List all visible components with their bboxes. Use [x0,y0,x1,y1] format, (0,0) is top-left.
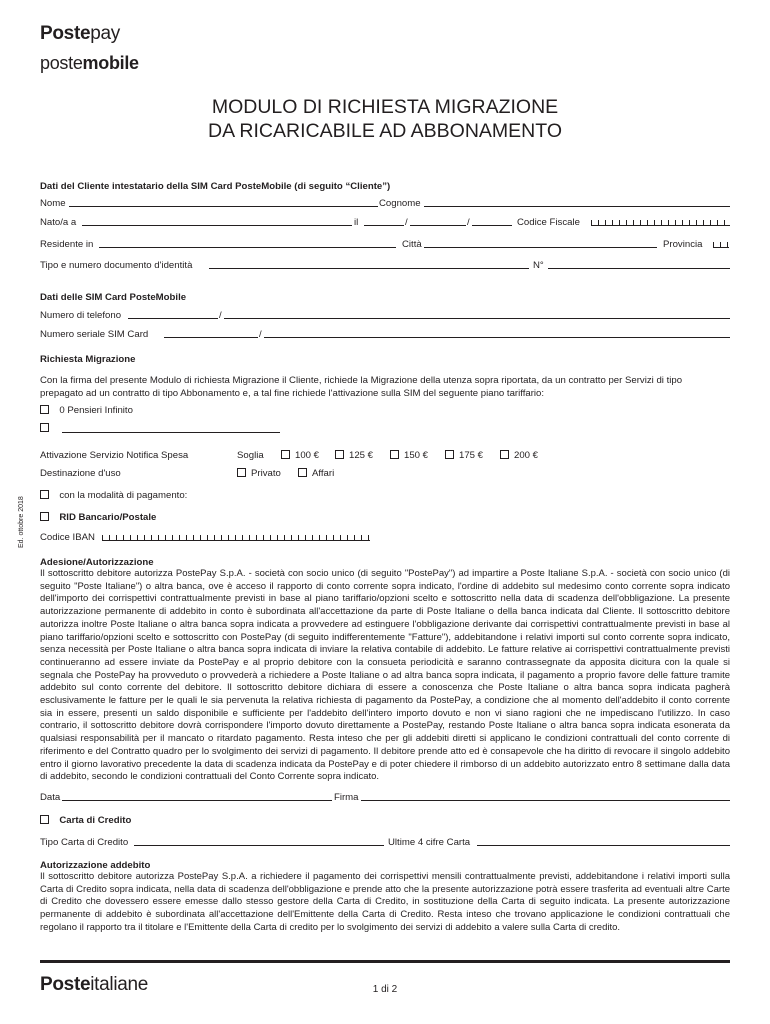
autorizzazione-heading: Autorizzazione addebito [40,860,151,871]
ultime-cifre-field[interactable] [477,845,730,846]
checkbox[interactable] [445,450,454,459]
page-number: 1 di 2 [372,984,398,995]
data-label: Data [40,792,61,803]
il-label: il [354,217,359,228]
postemobile-logo: postemobile [40,53,139,73]
posteitaliane-logo: Posteitaliane [40,974,149,995]
postepay-logo: Postepay [40,23,120,44]
soglia-option-150[interactable]: 150 € [390,449,428,462]
seriale-label: Numero seriale SIM Card [40,329,149,340]
nato-label: Nato/a a [40,217,77,228]
adesione-text: Il sottoscritto debitore autorizza PostePay S.p.A. - società con socio unico (di seguito "PostePay") ad impartire a Poste Italiane S.p.A. - società con socio unico (di seguito "Poste Italiane") o altra banca, ove è acceso il rapporto di conto corrente sopra indicato, l'ordine di addebito sul medesimo conto corrente sopra indicato dell'importo dei corrispettivi contrattualmente previsti in base al piano tariffario/opzioni scelto e sottoscritto nella data di scadenza dell'obbligazione. La presente autorizzazione permanente di addebito in conto è subordinata all'accettazione da parte di Poste Italiane o della banca indicata dal Cliente. Il sottoscritto debitore autorizza inoltre Poste Italiane o altra banca sopra indicata a provvedere ad estinguere l'obbligazione derivante dai corrispettivi contrattualmente previsti in base al piano tariffario/opzioni scelto e sottoscritto con PostePay (di seguito indifferentemente "Fatture"), addebitandone i relativi importi sul conto corrente sopra indicato, senza necessità per Poste Italiane o altra banca sopra indicata di inviare la relativa contabile di addebito. Le fatture relative ai corrispettivi contrattualmente previsti continueranno ad essere inviate da PostePay e al proprio debitore con la consueta periodicità e saranno contrassegnate da apposita dicitura con la quale si segnala che PostePay ha provveduto o provvederà a richiedere a Poste Italiane o ad altra banca sopra indicata, il pagamento a proprio favore delle fatture tramite addebito sul conto corrente del debitore. Il sottoscritto debitore dichiara di essere a conoscenza che Poste Italiane o altra banca sopra indicata pagherà esclusivamente le fatture per le quali le sia pervenuta la relativa richiesta di pagamento da PostePay, a condizione che al momento dell'addebito il conto corrente sia in essere, presenti un saldo disponibile e sufficiente per l'addebito dell'intero importo dovuto e non vi siano ragioni che ne impediscano l'utilizzo. In caso contrario, il sottoscritto debitore dovrà corrispondere l'importo dovuto direttamente a PostePay, restando Poste Italiane o altra banca sopra indicata esonerata da qualsiasi responsabilità per il mancato o ritardato pagamento. Resta inteso che per gli addebiti diretti si applicano le condizioni contrattuali del conto corrente di riferimento e del Contratto quadro per lo svolgimento dei servizi di pagamento. Il debitore prende atto ed è consapevole che ha diritto di revocare il singolo addebito entro il giorno lavorativo precedente la data di scadenza indicata da PostePay e di poter chiedere il rimborso di un addebito autorizzato entro 8 settimane dalla data di addebito, secondo le condizioni contrattuali del Conto Corrente sopra indicato. [40,568,730,783]
sim-heading: Dati delle SIM Card PosteMobile [40,292,187,303]
destinazione-label: Destinazione d'uso [40,468,121,479]
seriale-numero-field[interactable] [264,337,730,338]
soglia-option-125[interactable]: 125 € [335,449,373,462]
telefono-prefisso-field[interactable] [128,318,218,319]
soglia-option-200[interactable]: 200 € [500,449,538,462]
nome-label: Nome [40,198,66,209]
firma-label: Firma [334,792,359,803]
date-slash-1: / [405,217,408,228]
seriale-slash: / [259,329,262,340]
modalita-pagamento[interactable]: con la modalità di pagamento: [40,489,187,502]
piano-option-pensieri[interactable] [40,404,133,417]
luogo-nascita-field[interactable] [82,225,352,226]
provincia-label: Provincia [663,239,703,250]
codice-fiscale-label: Codice Fiscale [517,217,580,228]
soglia-option-100[interactable]: 100 € [281,449,319,462]
destinazione-privato[interactable]: Privato [237,467,281,480]
documento-field[interactable] [209,268,529,269]
citta-label: Città [402,239,422,250]
telefono-slash: / [219,310,222,321]
tipo-carta-field[interactable] [134,845,384,846]
numero-documento-label: N° [533,260,544,271]
soglia-label: Soglia [237,450,264,461]
footer-rule [40,960,730,963]
giorno-nascita-field[interactable] [364,225,404,226]
cognome-field[interactable] [424,206,730,207]
data-field[interactable] [62,800,332,801]
tipo-carta-label: Tipo Carta di Credito [40,837,129,848]
firma-field[interactable] [361,800,730,801]
form-title-line1: MODULO DI RICHIESTA MIGRAZIONE [211,96,559,118]
richiesta-text-1: Con la firma del presente Modulo di richiesta Migrazione il Cliente, richiede la Migrazione della utenza sopra riportata, da un contratto per Servizi di tipo [40,375,683,386]
codice-fiscale-field[interactable] [591,216,730,226]
anno-nascita-field[interactable] [472,225,512,226]
carta-option[interactable]: Carta di Credito [40,814,131,827]
nome-field[interactable] [69,206,378,207]
checkbox[interactable] [40,405,49,414]
adesione-heading: Adesione/Autorizzazione [40,557,154,568]
checkbox[interactable] [298,468,307,477]
richiesta-text-2: prepagato ad un contratto di tipo Abbonamento e, a tal fine richiede l'attivazione sulla SIM del seguente piano tariffario: [40,388,545,399]
checkbox[interactable] [40,423,49,432]
ultime-cifre-label: Ultime 4 cifre Carta [388,837,471,848]
residente-label: Residente in [40,239,94,250]
numero-documento-field[interactable] [548,268,730,269]
citta-field[interactable] [424,247,657,248]
destinazione-affari[interactable]: Affari [298,467,334,480]
notifica-label: Attivazione Servizio Notifica Spesa [40,450,189,461]
mese-nascita-field[interactable] [410,225,466,226]
telefono-label: Numero di telefono [40,310,122,321]
checkbox[interactable] [40,490,49,499]
form-title [40,95,730,143]
date-slash-2: / [467,217,470,228]
checkbox[interactable] [40,815,49,824]
piano-option-altro[interactable] [40,422,54,435]
checkbox[interactable] [390,450,399,459]
iban-label: Codice IBAN [40,532,95,543]
telefono-numero-field[interactable] [224,318,730,319]
checkbox[interactable] [335,450,344,459]
form-title-line2: DA RICARICABILE AD ABBONAMENTO [208,120,562,142]
cognome-label: Cognome [379,198,421,209]
seriale-prefisso-field[interactable] [164,337,258,338]
documento-label: Tipo e numero documento d'identità [40,260,193,271]
checkbox[interactable] [281,450,290,459]
edition-note: Ed. ottobre 2018 [18,496,25,548]
rid-option[interactable]: RID Bancario/Postale [40,511,156,524]
autorizzazione-text: Il sottoscritto debitore autorizza PostePay S.p.A. a richiedere il pagamento dei corrispettivi mensili contrattualmente previsti, addebitandone i relativi importi sulla Carta di Credito sopra indicata, nella data di scadenza dell'obbligazione e prende atto che la presente autorizzazione potrà essere trasferita ad eventuali altre Carte di Credito che dovessero essere emesse dallo stesso gestore della Carta di Credito, in sostituzione della Carta di seguito indicata. La presente autorizzazione permanente di addebito è subordinata all'accettazione dell'Emittente della Carta di Credito. Resta inteso che trovano applicazione le condizioni contrattuali che regolano il rapporto tra il titolare e l'Emittente della Carta di credito per lo svolgimento dei servizi di addebito a valere sulla Carta di credito. [40,871,730,933]
soglia-option-175[interactable]: 175 € [445,449,483,462]
provincia-field[interactable] [713,238,729,248]
checkbox[interactable] [237,468,246,477]
checkbox[interactable] [40,512,49,521]
piano-altro-field[interactable] [62,432,280,433]
richiesta-heading: Richiesta Migrazione [40,354,136,365]
checkbox[interactable] [500,450,509,459]
iban-field[interactable] [102,531,370,541]
piano-option-label: 0 Pensieri Infinito [59,405,133,416]
cliente-heading: Dati del Cliente intestatario della SIM Card PosteMobile (di seguito “Cliente”) [40,181,391,192]
residenza-field[interactable] [99,247,396,248]
